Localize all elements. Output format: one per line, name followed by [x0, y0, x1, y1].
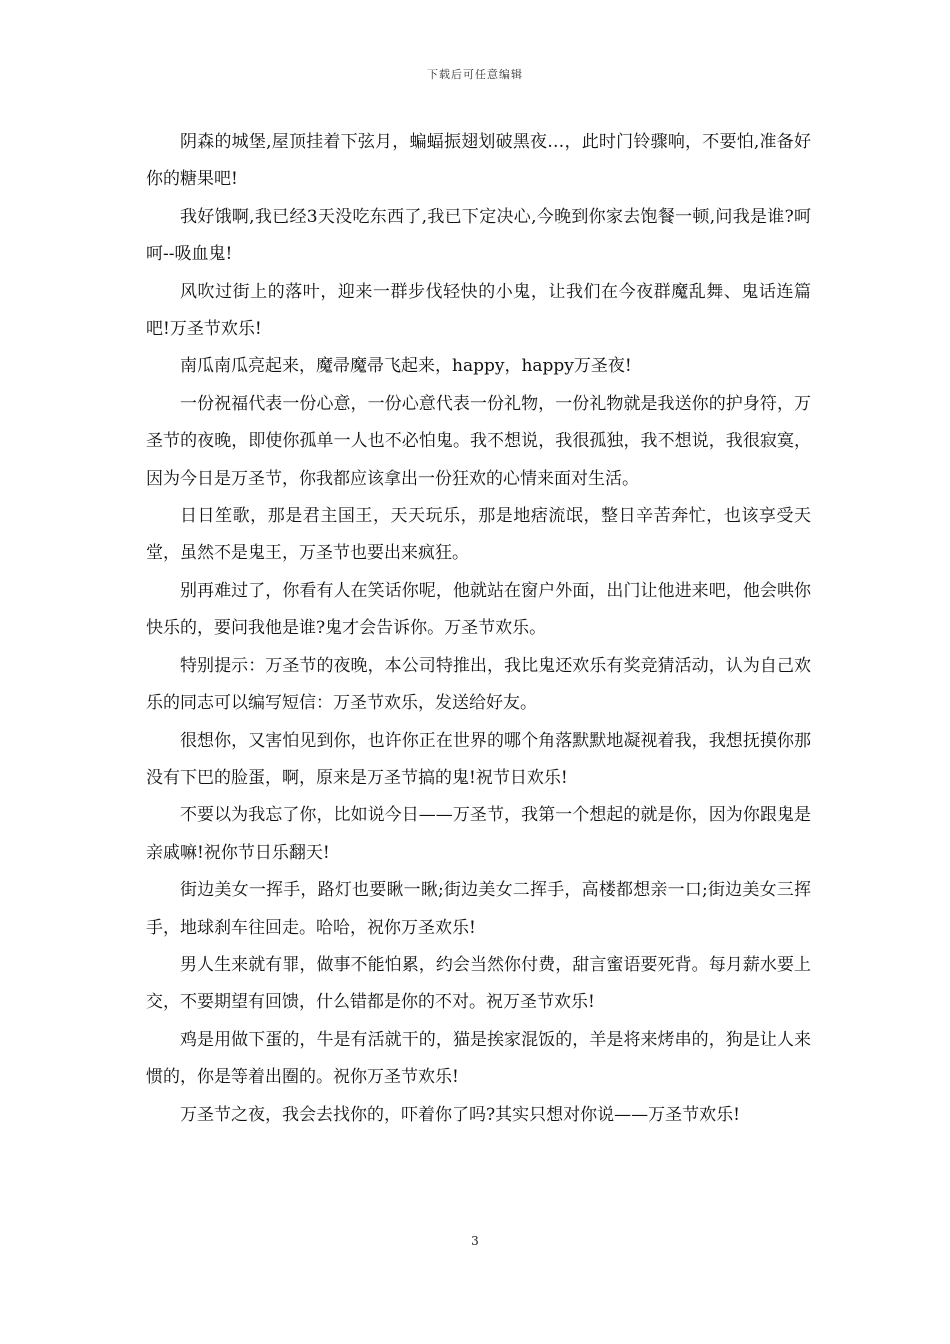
paragraph: 阴森的城堡,屋顶挂着下弦月，蝙蝠振翅划破黑夜…，此时门铃骤响，不要怕,准备好你的糖果吧! [146, 132, 811, 190]
paragraph: 风吹过街上的落叶，迎来一群步伐轻快的小鬼，让我们在今夜群魔乱舞、鬼话连篇吧!万圣节欢乐! [146, 281, 811, 340]
paragraph: 街边美女一挥手，路灯也要瞅一瞅;街边美女二挥手，高楼都想亲一口;街边美女三挥手，地球刹车往回走。哈哈，祝你万圣欢乐! [146, 880, 811, 938]
page-header: 下载后可任意编辑 [427, 68, 523, 81]
paragraph: 一份祝福代表一份心意，一份心意代表一份礼物，一份礼物就是我送你的护身符，万圣节的夜晚，即使你孤单一人也不必怕鬼。我不想说，我很孤独，我不想说，我很寂寞，因为今日是万圣节，你我都应该拿出一份狂欢的心情来面对生活。 [146, 393, 811, 489]
paragraph: 南瓜南瓜亮起来，魔帚魔帚飞起来，happy，happy万圣夜! [180, 356, 632, 377]
paragraph: 很想你，又害怕见到你，也许你正在世界的哪个角落默默地凝视着我，我想抚摸你那没有下巴的脸蛋，啊，原来是万圣节搞的鬼!祝节日欢乐! [146, 730, 811, 788]
paragraph: 男人生来就有罪，做事不能怕累，约会当然你付费，甜言蜜语要死背。每月薪水要上交，不要期望有回馈，什么错都是你的不对。祝万圣节欢乐! [146, 954, 811, 1013]
paragraph: 不要以为我忘了你，比如说今日——万圣节，我第一个想起的就是你，因为你跟鬼是亲戚嘛!祝你节日乐翻天! [146, 805, 811, 863]
paragraph: 鸡是用做下蛋的，牛是有活就干的，猫是挨家混饭的，羊是将来烤串的，狗是让人来惯的，你是等着出圈的。祝你万圣节欢乐! [146, 1029, 811, 1088]
paragraph: 我好饿啊,我已经3天没吃东西了,我已下定决心,今晚到你家去饱餐一顿,问我是谁?呵呵--吸血鬼! [146, 206, 811, 265]
paragraph: 特别提示：万圣节的夜晚，本公司特推出，我比鬼还欢乐有奖竞猜活动，认为自己欢乐的同志可以编写短信：万圣节欢乐，发送给好友。 [146, 655, 811, 714]
paragraph: 日日笙歌，那是君主国王，天天玩乐，那是地痞流氓，整日辛苦奔忙，也该享受天堂，虽然不是鬼王，万圣节也要出来疯狂。 [146, 506, 811, 564]
page-number: 3 [471, 1234, 479, 1248]
paragraph: 万圣节之夜，我会去找你的，吓着你了吗?其实只想对你说——万圣节欢乐! [180, 1104, 740, 1125]
document-body [146, 124, 811, 1134]
paragraph: 别再难过了，你看有人在笑话你呢，他就站在窗户外面，出门让他进来吧，他会哄你快乐的，要问我他是谁?鬼才会告诉你。万圣节欢乐。 [146, 580, 811, 639]
